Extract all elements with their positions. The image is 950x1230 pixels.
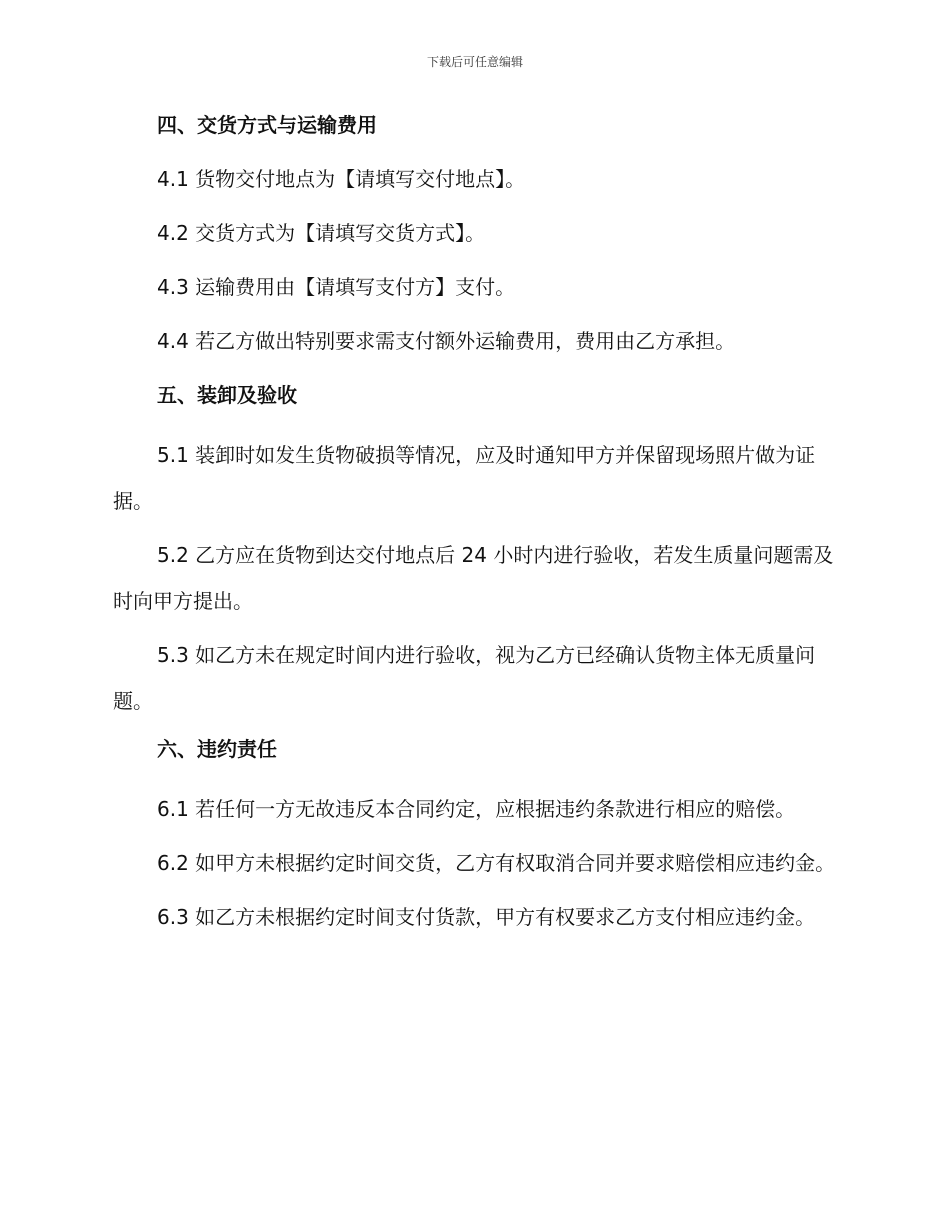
clause-4-2: 4.2 交货方式为【请填写交货方式】。 — [157, 221, 486, 245]
clause-6-3: 6.3 如乙方未根据约定时间支付货款，甲方有权要求乙方支付相应违约金。 — [157, 905, 816, 929]
clause-6-2: 6.2 如甲方未根据约定时间交货，乙方有权取消合同并要求赔偿相应违约金。 — [157, 851, 836, 875]
clause-4-1: 4.1 货物交付地点为【请填写交付地点】。 — [157, 167, 526, 191]
clause-5-3: 5.3 如乙方未在规定时间内进行验收，视为乙方已经确认货物主体无质量问题。 — [113, 643, 816, 713]
section-heading-liability: 六、违约责任 — [157, 737, 277, 761]
clause-4-4: 4.4 若乙方做出特别要求需支付额外运输费用，费用由乙方承担。 — [157, 329, 736, 353]
clause-5-1: 5.1 装卸时如发生货物破损等情况，应及时通知甲方并保留现场照片做为证据。 — [113, 443, 816, 513]
clause-6-1: 6.1 若任何一方无故违反本合同约定，应根据违约条款进行相应的赔偿。 — [157, 797, 796, 821]
page-header: 下载后可任意编辑 — [426, 55, 523, 69]
section-heading-delivery: 四、交货方式与运输费用 — [157, 113, 377, 137]
clause-4-3: 4.3 运输费用由【请填写支付方】支付。 — [157, 275, 516, 299]
document-body — [113, 108, 837, 948]
section-heading-inspection: 五、装卸及验收 — [157, 383, 297, 407]
clause-5-2: 5.2 乙方应在货物到达交付地点后 24 小时内进行验收，若发生质量问题需及时向甲方提出。 — [113, 543, 834, 613]
